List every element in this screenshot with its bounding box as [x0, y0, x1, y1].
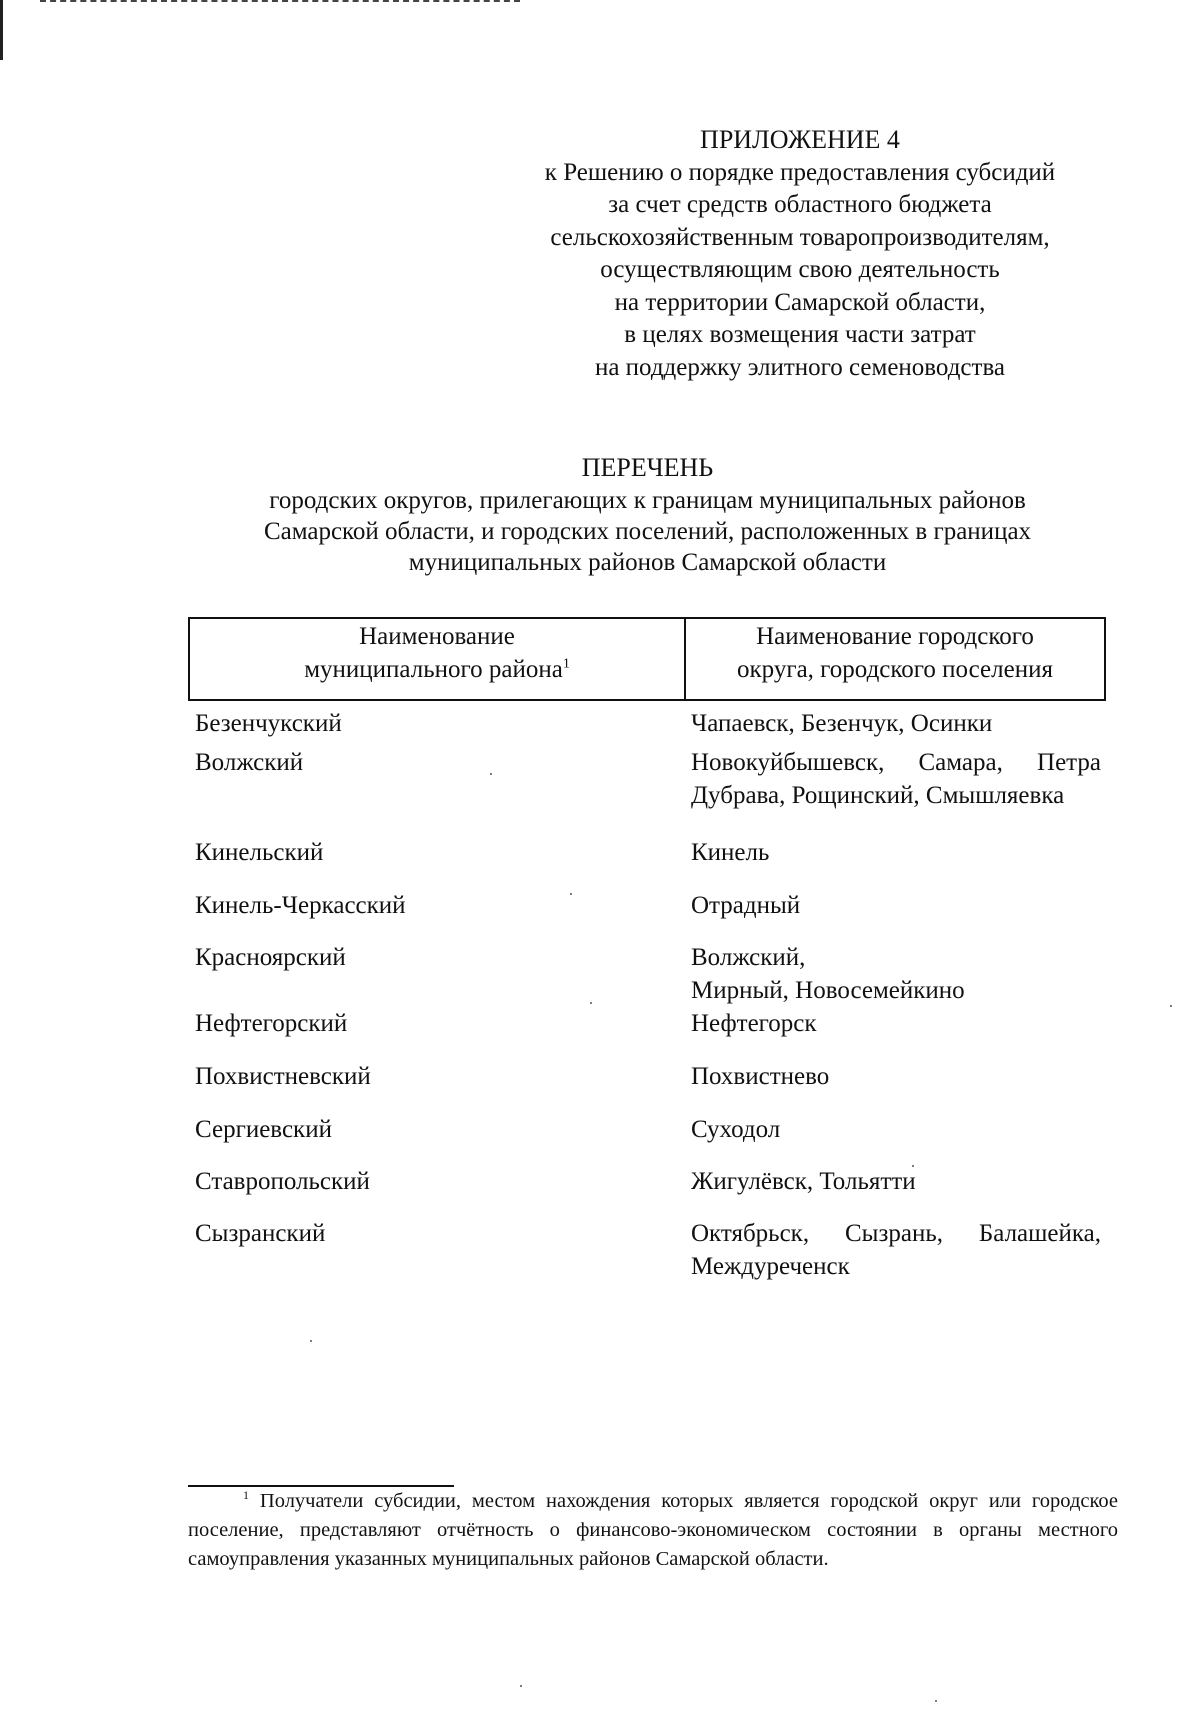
table-row	[189, 890, 1105, 942]
table-row	[189, 942, 1105, 1008]
table-row	[189, 837, 1105, 890]
appendix-line: на территории Самарской области,	[614, 288, 986, 316]
district-cell: Волжский	[195, 749, 304, 776]
towns-cell: Жигулёвск, Тольятти	[691, 1168, 916, 1195]
header-district-line1: Наименование	[359, 623, 515, 650]
district-cell: Красноярский	[195, 944, 346, 971]
table-row	[189, 1166, 1105, 1218]
footnote-text: Получатели субсидии, местом нахождения которых является городской округ или городское поселение, представляют отчётность о финансово-экономическом состоянии в органы местного самоуправления указанных муниципальных районов Самарской области.	[188, 1490, 1119, 1570]
district-cell: Ставропольский	[195, 1168, 370, 1195]
scan-speck	[912, 1165, 914, 1167]
towns-cell: Суходол	[691, 1116, 781, 1143]
towns-cell: Новокуйбышевск, Самара, Петра Дубрава, Рощинский, Смышляевка	[691, 749, 1101, 809]
table-row	[189, 747, 1105, 837]
footnote-mark: 1	[243, 1488, 249, 1503]
towns-cell: Кинель	[691, 839, 770, 866]
scan-speck	[1170, 1005, 1172, 1007]
list-subtitle-line: городских округов, прилегающих к границам муниципальных районов	[269, 487, 1026, 514]
towns-line: Волжский,	[691, 944, 806, 971]
scan-top-border	[40, 0, 520, 2]
scan-speck	[520, 1685, 522, 1687]
list-title: ПЕРЕЧЕНЬ	[581, 453, 714, 482]
appendix-block	[500, 124, 1100, 384]
list-subtitle-line: муниципальных районов Самарской области	[408, 549, 887, 576]
district-cell: Кинель-Черкасский	[195, 892, 406, 919]
header-towns	[685, 618, 1105, 700]
towns-cell: Отрадный	[691, 892, 801, 919]
scan-speck	[570, 893, 572, 895]
towns-cell: Похвистнево	[691, 1063, 830, 1090]
towns-cell: Октябрьск, Сызрань, Балашейка, Междуреченск	[691, 1220, 1101, 1280]
towns-line: Мирный, Новосемейкино	[691, 976, 965, 1004]
district-cell: Безенчукский	[195, 710, 342, 737]
scan-speck	[490, 773, 492, 775]
towns-cell: Нефтегорск	[691, 1010, 817, 1037]
appendix-line: осуществляющим свою деятельность	[600, 256, 1000, 283]
header-towns-line1: Наименование городского	[756, 623, 1034, 650]
appendix-line: в целях возмещения части затрат	[624, 321, 976, 348]
appendix-line: за счет средств областного бюджета	[608, 191, 992, 218]
table-row	[189, 1061, 1105, 1114]
appendix-title: ПРИЛОЖЕНИЕ 4	[700, 125, 900, 154]
header-district-text: муниципального района	[304, 655, 563, 683]
appendix-line: сельскохозяйственным товаропроизводителям,	[550, 223, 1050, 251]
list-heading	[180, 452, 1115, 578]
header-towns-line2: округа, городского поселения	[737, 655, 1053, 683]
appendix-line: на поддержку элитного семеноводства	[594, 353, 1006, 381]
header-district-line2	[196, 654, 678, 687]
districts-table	[188, 617, 1106, 1283]
district-cell: Нефтегорский	[195, 1010, 348, 1037]
table-row	[189, 700, 1105, 747]
list-subtitle-line: Самарской области, и городских поселений, расположенных в границах	[263, 518, 1032, 545]
district-cell: Кинельский	[195, 839, 324, 866]
scan-left-edge	[0, 0, 3, 60]
district-cell: Сызранский	[195, 1220, 326, 1247]
scan-speck	[310, 1340, 312, 1342]
table-row	[189, 1008, 1105, 1061]
header-district	[189, 618, 685, 700]
footnote-ref: 1	[562, 656, 570, 672]
towns-cell: Чапаевск, Безенчук, Осинки	[691, 710, 993, 737]
table-row	[189, 1114, 1105, 1166]
district-cell: Похвистневский	[195, 1063, 371, 1090]
appendix-line: к Решению о порядке предоставления субсидий	[544, 158, 1056, 186]
table-header-row	[189, 618, 1105, 700]
scan-speck	[935, 1700, 937, 1702]
scan-speck	[590, 1002, 592, 1004]
towns-cell	[685, 942, 1105, 1008]
district-cell: Сергиевский	[195, 1116, 332, 1143]
table-row	[189, 1218, 1105, 1283]
footnote	[188, 1487, 1118, 1574]
